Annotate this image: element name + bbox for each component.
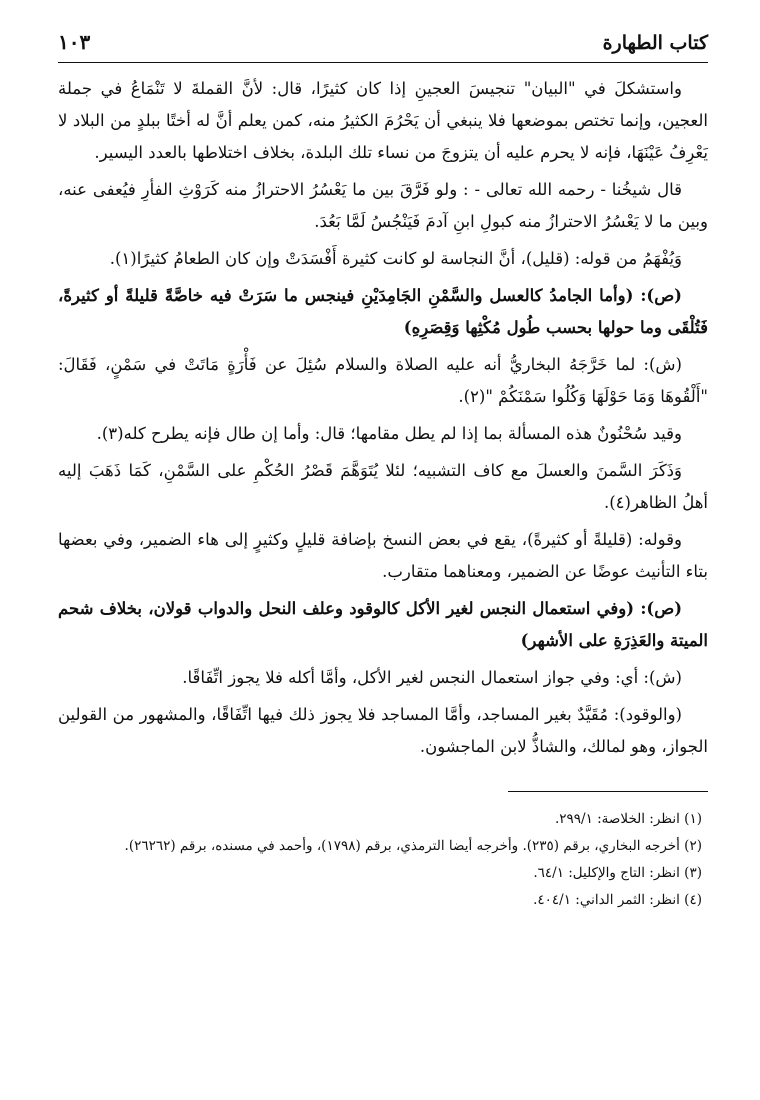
commentary-paragraph: واستشكلَ في "البيان" تنجيسَ العجينِ إذا كان كثيرًا، قال: لأنَّ القملةَ لا تَنْمَاعُ في جملة العجين، وإنما تختص بموضعها فلا ينبغي أن يَحْرُمَ الكثيرُ منه، كمن يعلم أنَّ له أختًا ببلدٍ من البلاد لا يَعْرِفُ عَيْنَهَا، فإنه لا يحرم عليه أن يتزوجَ من نساء تلك البلدة، بخلاف اختلاطها بالعدد اليسير. (58, 79, 708, 162)
commentary-paragraph: قال شيخُنا - رحمه الله تعالى - : ولو فَرَّقَ بين ما يَعْسُرُ الاحترازُ منه كَرَوْثِ الفأرِ فيُعفى عنه، وبين ما لا يَعْسُرُ الاحترازُ منه كبولِ ابنِ آدمَ فَيَنْجُسُ لَمَّا بَعُدَ. (58, 180, 708, 231)
commentary-paragraph: (ش): أي: وفي جواز استعمال النجس لغير الأكل، وأمَّا أكله فلا يجوز اتِّفَاقًا. (182, 668, 682, 687)
commentary-paragraph: وَيُفْهَمُ من قوله: (قليل)، أنَّ النجاسة لو كانت كثيرة أَفْسَدَتْ وإن كان الطعامُ كثيرًا(١). (109, 249, 682, 268)
commentary-paragraph: وَذَكَرَ السَّمنَ والعسلَ مع كاف التشبيه؛ لئلا يُتَوَهَّمَ قَصْرُ الحُكْمِ على السَّمْنِ، كَمَا ذَهَبَ إليه أهلُ الظاهر(٤). (58, 461, 708, 512)
commentary-paragraph: وقوله: (قليلةً أو كثيرةً)، يقع في بعض النسخ بإضافة قليلٍ وكثيرٍ إلى هاء الضمير، وفي بعضها بتاء التأنيث عوضًا عن الضمير، ومعناهما متقارب. (58, 530, 708, 581)
book-page (58, 30, 708, 914)
footnotes (58, 806, 708, 914)
page-number: ١٠٣ (58, 30, 91, 54)
footnote: (١) انظر: الخلاصة: ٢٩٩/١. (554, 811, 702, 827)
commentary-paragraph: (ش): لما خَرَّجَهُ البخاريُّ أنه عليه الصلاة والسلام سُئِلَ عن فَأْرَةٍ مَاتَتْ في سَمْنٍ، فَقَالَ: "أَلْقُوهَا وَمَا حَوْلَهَا وَكُلُوا سَمْنَكُمْ "(٢). (58, 355, 708, 406)
commentary-paragraph: (والوقود): مُقَيَّدٌ بغير المساجد، وأمَّا المساجد فلا يجوز ذلك فيها اتِّفَاقًا، والمشهور من القولين الجواز، وهو لمالك، والشاذُّ لابن الماجشون. (58, 705, 708, 756)
matn-paragraph: (ص): (وفي استعمال النجس لغير الأكل كالوقود وعلف النحل والدواب قولان، بخلاف شحم الميتة والعَذِرَةِ على الأشهر) (58, 599, 708, 650)
main-text (58, 73, 708, 763)
page-header (58, 30, 708, 63)
matn-paragraph: (ص): (وأما الجامدُ كالعسل والسَّمْنِ الجَامِدَيْنِ فينجس ما سَرَتْ فيه خاصَّةً قليلةً أو كثيرةً، فَتُلْقَى وما حولها بحسب طُول مُكْثِها وَقِصَرِهِ) (58, 286, 708, 337)
footnote: (٢) أخرجه البخاري، برقم (٢٣٥). وأخرجه أيضا الترمذي، برقم (١٧٩٨)، وأحمد في مسنده، برقم (٢٦٢٦٢). (124, 838, 702, 854)
footnote: (٣) انظر: التاج والإكليل: ٦٤/١. (533, 865, 702, 881)
footnote-separator (508, 791, 708, 792)
commentary-paragraph: وقيد سُحْنُونٌ هذه المسألة بما إذا لم يطل مقامها؛ قال: وأما إن طال فإنه يطرح كله(٣). (96, 424, 682, 443)
chapter-title: كتاب الطهارة (602, 32, 708, 54)
footnote: (٤) انظر: الثمر الداني: ٤٠٤/١. (533, 892, 702, 908)
